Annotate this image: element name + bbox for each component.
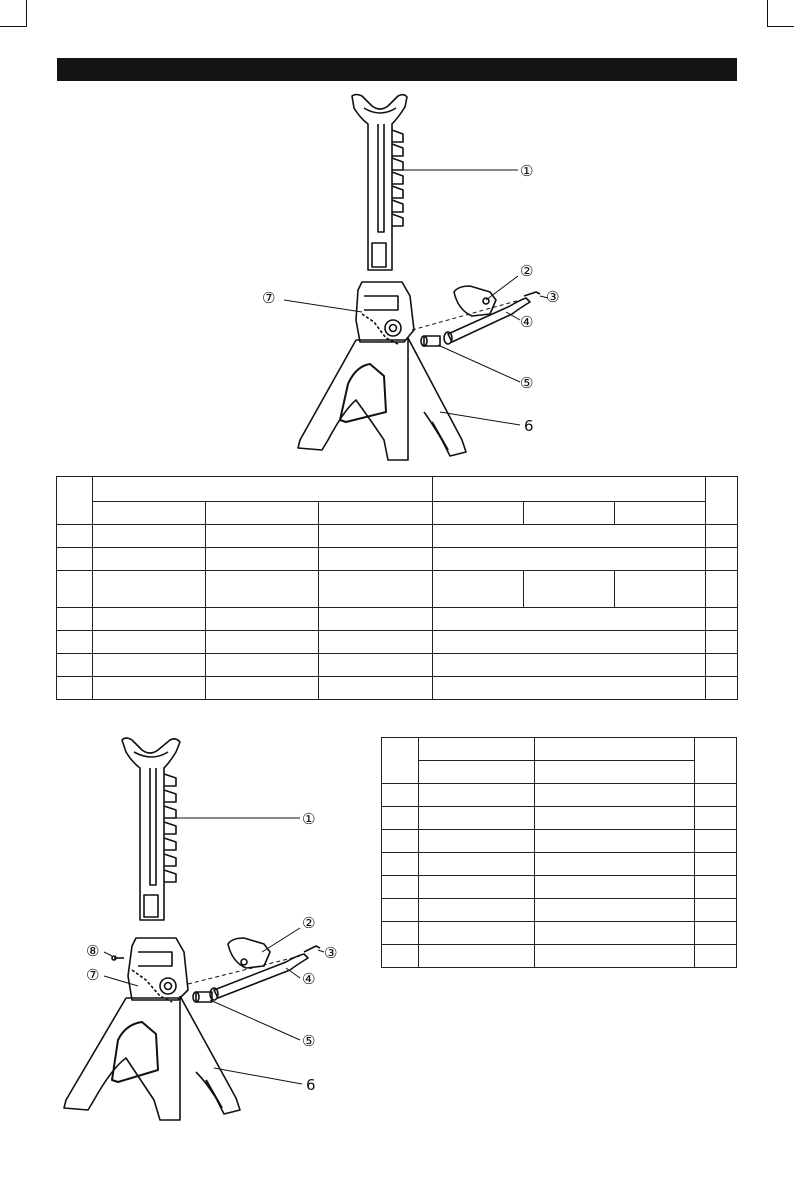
callout-4: ④ xyxy=(302,970,316,988)
table-cell xyxy=(419,761,535,784)
table-cell xyxy=(319,502,433,525)
table-cell xyxy=(57,477,93,525)
table-cell xyxy=(206,502,319,525)
table-row xyxy=(57,525,738,548)
table-row xyxy=(382,807,737,830)
stand-base-drawing xyxy=(298,338,466,460)
table-row xyxy=(57,654,738,677)
callout-6: 6 xyxy=(524,417,534,435)
table-row xyxy=(382,853,737,876)
handle-drawing xyxy=(214,954,308,998)
stand-base-drawing xyxy=(64,996,240,1120)
table-row xyxy=(57,608,738,631)
table-header-row xyxy=(57,502,738,525)
clip-drawing xyxy=(524,292,540,296)
callout-1: ① xyxy=(302,810,316,828)
callout-8: ⑧ xyxy=(86,942,100,960)
callout-4: ④ xyxy=(520,313,534,331)
callout-5: ⑤ xyxy=(302,1032,316,1050)
table-row xyxy=(382,922,737,945)
table-row xyxy=(57,677,738,700)
exploded-diagram-bottom xyxy=(0,720,380,1130)
table-row xyxy=(382,784,737,807)
table-row xyxy=(57,548,738,571)
callout-2: ② xyxy=(302,914,316,932)
table-cell xyxy=(93,477,433,502)
callout-7: ⑦ xyxy=(86,966,100,984)
table-row xyxy=(57,631,738,654)
exploded-diagram-top xyxy=(0,0,794,470)
table-cell xyxy=(419,738,535,761)
table-cell xyxy=(524,502,615,525)
table-cell xyxy=(382,738,419,784)
callout-1: ① xyxy=(520,162,534,180)
ratchet-bar-drawing xyxy=(352,95,407,271)
table-header-row xyxy=(382,761,737,784)
table-cell xyxy=(615,502,706,525)
parts-table-top xyxy=(56,476,738,700)
callout-2: ② xyxy=(520,262,534,280)
table-row xyxy=(382,945,737,968)
table-cell xyxy=(706,477,738,525)
pawl-drawing xyxy=(228,938,270,968)
table-cell xyxy=(535,738,695,761)
table-row xyxy=(382,899,737,922)
table-header-row xyxy=(57,477,738,502)
ratchet-housing-drawing xyxy=(356,282,414,344)
callout-3: ③ xyxy=(324,944,338,962)
table-cell xyxy=(535,761,695,784)
table-cell xyxy=(433,477,706,502)
callout-3: ③ xyxy=(546,288,560,306)
table-row xyxy=(382,830,737,853)
callout-7: ⑦ xyxy=(262,289,276,307)
table-row xyxy=(57,571,738,608)
clip-drawing xyxy=(304,946,320,952)
ratchet-housing-drawing xyxy=(128,938,188,1002)
table-row xyxy=(382,876,737,899)
handle-drawing xyxy=(448,298,530,342)
table-header-row xyxy=(382,738,737,761)
ratchet-bar-drawing xyxy=(122,738,180,920)
table-cell xyxy=(433,502,524,525)
parts-table-bottom xyxy=(381,737,737,968)
callout-5: ⑤ xyxy=(520,374,534,392)
callout-6: 6 xyxy=(306,1076,316,1094)
table-cell xyxy=(695,738,737,784)
table-cell xyxy=(93,502,206,525)
